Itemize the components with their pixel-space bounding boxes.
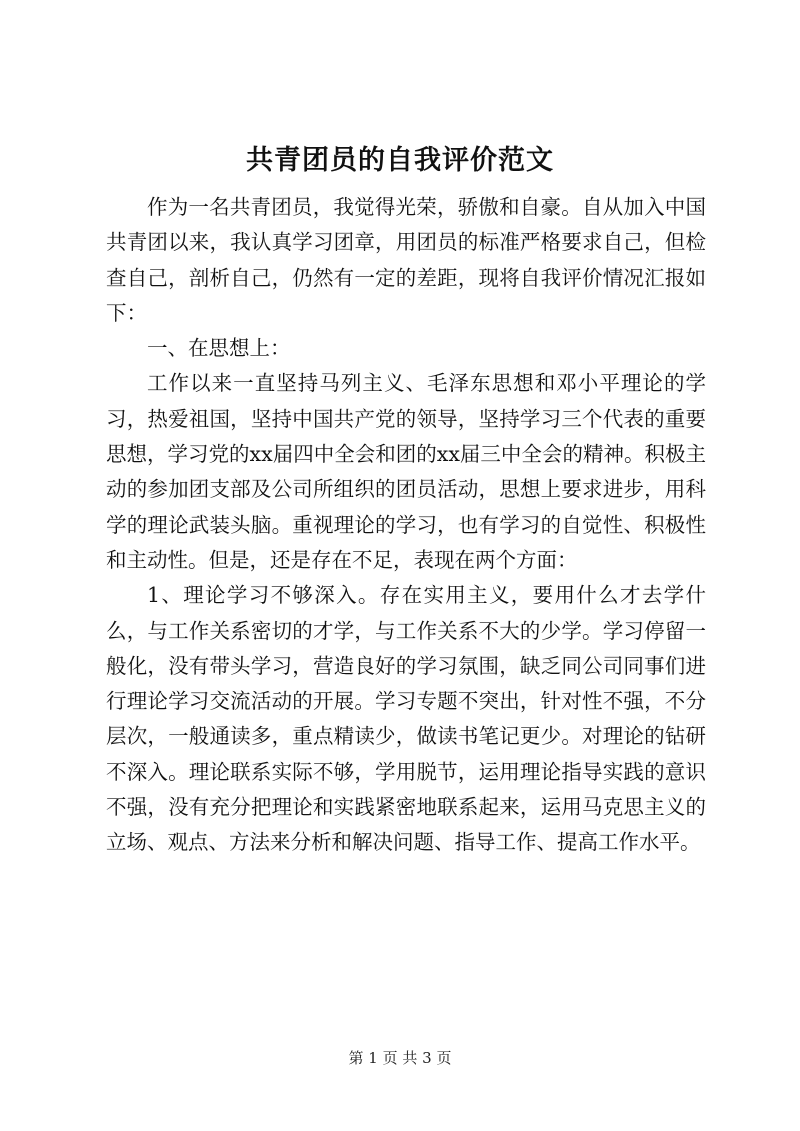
page-footer: 第 1 页 共 3 页 (348, 1049, 452, 1067)
document-title: 共青团员的自我评价范文 (246, 145, 554, 176)
document-body (106, 190, 706, 861)
paragraph-thought: 工作以来一直坚持马列主义、毛泽东思想和邓小平理论的学习，热爱祖国，坚持中国共产党的领导，坚持学习三个代表的重要思想，学习党的xx届四中全会和团的xx届三中全会的精神。积极主动的参加团支部及公司所组织的团员活动，思想上要求进步，用科学的理论武装头脑。重视理论的学习，也有学习的自觉性、积极性和主动性。但是，还是存在不足，表现在两个方面： (106, 371, 706, 572)
paragraph-intro: 作为一名共青团员，我觉得光荣，骄傲和自豪。自从加入中国共青团以来，我认真学习团章，用团员的标准严格要求自己，但检查自己，剖析自己，仍然有一定的差距，现将自我评价情况汇报如下： (106, 195, 706, 325)
paragraph-theory-study: 1、理论学习不够深入。存在实用主义，要用什么才去学什么，与工作关系密切的才学，与工作关系不大的少学。学习停留一般化，没有带头学习，营造良好的学习氛围，缺乏同公司同事们进行理论学习交流活动的开展。学习专题不突出，针对性不强，不分层次，一般通读多，重点精读少，做读书笔记更少。对理论的钻研不深入。理论联系实际不够，学用脱节，运用理论指导实践的意识不强，没有充分把理论和实践紧密地联系起来，运用马克思主义的立场、观点、方法来分析和解决问题、指导工作、提高工作水平。 (106, 583, 706, 855)
paragraph-section-heading: 一、在思想上： (147, 336, 291, 361)
